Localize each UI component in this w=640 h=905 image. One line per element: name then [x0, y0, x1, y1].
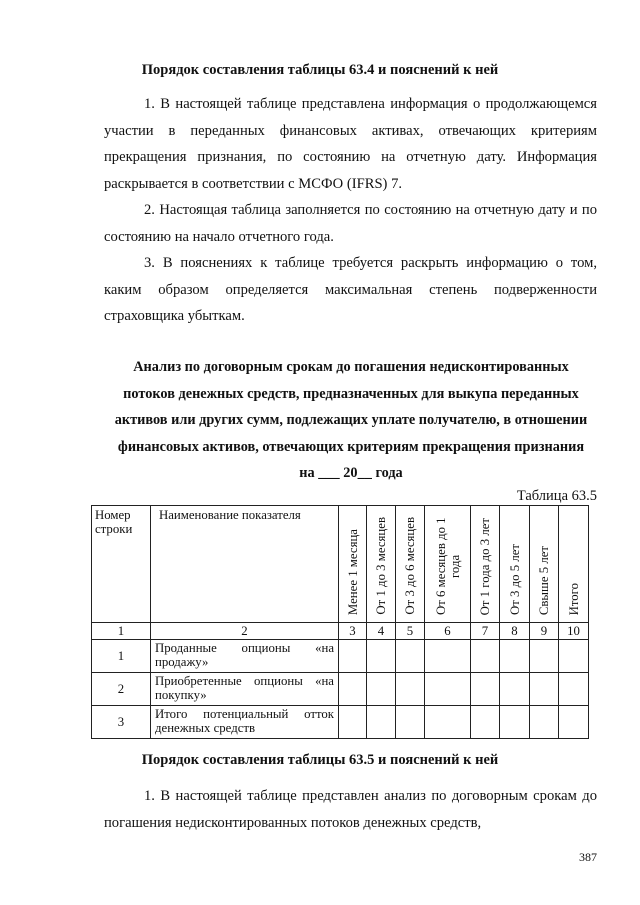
value-cell: [367, 640, 396, 673]
paragraph-4: 1. В настоящей таблице представлен анализ по договорным срокам до погашения недисконтированных потоков денежных средств,: [104, 788, 597, 831]
header-period: [425, 506, 471, 623]
header-period-label: Итого: [566, 582, 581, 615]
header-period: [559, 506, 589, 623]
column-number: 7: [471, 623, 500, 640]
header-period: [367, 506, 396, 623]
section-heading-2: Порядок составления таблицы 63.5 и пояснений к ней: [141, 752, 499, 768]
caption-line: финансовых активов, отвечающих критериям прекращения признания: [117, 438, 585, 455]
column-number: 9: [530, 623, 559, 640]
value-cell: [471, 640, 500, 673]
table-row: [92, 640, 589, 673]
value-cell: [559, 673, 589, 706]
table-row: [92, 706, 589, 739]
value-cell: [425, 640, 471, 673]
header-period-label: От 3 до 6 месяцев: [403, 517, 417, 615]
column-number: 6: [425, 623, 471, 640]
value-cell: [367, 706, 396, 739]
caption-line: активов или других сумм, подлежащих уплате получателю, в отношении: [114, 412, 588, 428]
row-indicator-name: Итого потенциальный отток денежных средств: [151, 706, 339, 739]
column-number: 3: [339, 623, 367, 640]
table-caption: [96, 354, 606, 487]
value-cell: [396, 706, 425, 739]
header-period: [500, 506, 530, 623]
column-number-row: [92, 623, 589, 640]
value-cell: [530, 673, 559, 706]
header-period-label: От 1 года до 3 лет: [478, 517, 492, 615]
column-number: 8: [500, 623, 530, 640]
header-period: [396, 506, 425, 623]
header-period-label: Менее 1 месяца: [345, 528, 360, 615]
value-cell: [425, 706, 471, 739]
value-cell: [500, 673, 530, 706]
column-number: 10: [559, 623, 589, 640]
table-label: Таблица 63.5: [516, 488, 597, 504]
caption-line: Анализ по договорным срокам до погашения недисконтированных: [133, 359, 569, 375]
row-number: 2: [92, 673, 151, 706]
table-header-row: [92, 506, 589, 623]
paragraph-2: 2. Настоящая таблица заполняется по состоянию на отчетную дату и по состоянию на начало отчетного года.: [104, 202, 597, 245]
value-cell: [530, 706, 559, 739]
value-cell: [500, 706, 530, 739]
value-cell: [396, 640, 425, 673]
column-number: 1: [92, 623, 151, 640]
header-period: [339, 506, 367, 623]
caption-line: потоков денежных средств, предназначенных для выкупа переданных: [123, 385, 579, 402]
value-cell: [530, 640, 559, 673]
caption-line: на ___ 20__ года: [299, 465, 403, 481]
column-number: 2: [151, 623, 339, 640]
header-period-label: От 1 до 3 месяцев: [374, 517, 388, 615]
value-cell: [367, 673, 396, 706]
row-number: 1: [92, 640, 151, 673]
value-cell: [559, 640, 589, 673]
header-period: [530, 506, 559, 623]
table-row: [92, 673, 589, 706]
header-period-label: От 6 месяцев до 1 года: [433, 517, 462, 615]
header-period-label: Свыше 5 лет: [537, 545, 551, 615]
row-indicator-name: Приобретенные опционы «на покупку»: [151, 673, 339, 706]
value-cell: [339, 673, 367, 706]
value-cell: [471, 706, 500, 739]
value-cell: [339, 706, 367, 739]
value-cell: [559, 706, 589, 739]
header-period-label: От 3 до 5 лет: [507, 544, 522, 615]
paragraph-1: 1. В настоящей таблице представлена информация о продолжающемся участии в переданных финансовых активах, отвечающих критериям прекращения признания, по состоянию на отчетную дату. Информация раскрывается в соответствии с МСФО (IFRS) 7.: [104, 96, 597, 192]
value-cell: [396, 673, 425, 706]
maturity-table: [91, 505, 589, 739]
header-indicator-name: Наименование показателя: [151, 506, 339, 623]
paragraph-3: 3. В пояснениях к таблице требуется раскрыть информацию о том, каким образом определяется максимальная степень подверженности страховщика убыткам.: [104, 255, 597, 324]
section-heading: Порядок составления таблицы 63.4 и пояснений к ней: [141, 62, 499, 78]
value-cell: [339, 640, 367, 673]
row-indicator-name: Проданные опционы «на продажу»: [151, 640, 339, 673]
column-number: 5: [396, 623, 425, 640]
row-number: 3: [92, 706, 151, 739]
value-cell: [471, 673, 500, 706]
page-number: 387: [579, 850, 597, 864]
value-cell: [500, 640, 530, 673]
value-cell: [425, 673, 471, 706]
column-number: 4: [367, 623, 396, 640]
header-row-number: Номер строки: [92, 506, 151, 623]
header-period: [471, 506, 500, 623]
